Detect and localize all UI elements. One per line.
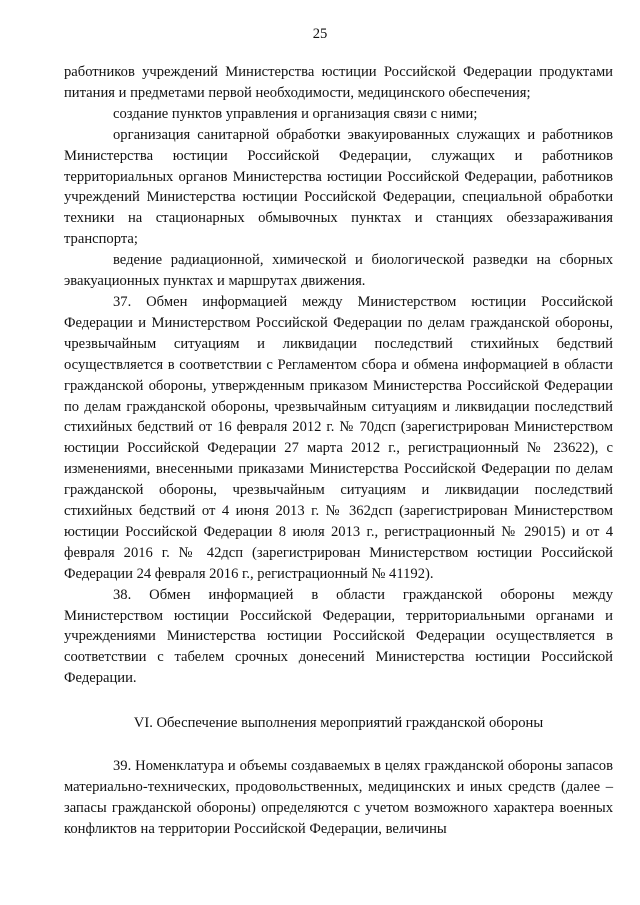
page-number: 25 — [312, 26, 328, 42]
list-item-sanitary-treatment: организация санитарной обработки эвакуированных служащих и работников Министерства юстиции Российской Федерации, служащих и работников территориальных органов Министерства юстиции Российской Федерации, работников учреждений Министерства юстиции Российской Федерации, специальной обработки техники на стационарных обмывочных пунктах и станциях обеззараживания транспорта; — [64, 126, 613, 248]
paragraph-continuation: работников учреждений Министерства юстиции Российской Федерации продуктами питания и предметами первой необходимости, медицинского обеспечения; — [64, 64, 613, 101]
section-heading: VI. Обеспечение выполнения мероприятий гражданской обороны — [133, 715, 544, 732]
document-body — [64, 62, 613, 840]
paragraph-39: 39. Номенклатура и объемы создаваемых в целях гражданской обороны запасов материально-технических, продовольственных, медицинских и иных средств (далее – запасы гражданской обороны) определяются с учетом возможного характера военных конфликтов на территории Российской Федерации, величины — [64, 758, 613, 837]
paragraph-38: 38. Обмен информацией в области гражданской обороны между Министерством юстиции Российской Федерации, территориальными органами и учреждениями Министерства юстиции Российской Федерации осуществляется в соответствии с табелем срочных донесений Министерства юстиции Российской Федерации. — [64, 586, 613, 687]
list-item-control-points: создание пунктов управления и организация связи с ними; — [113, 105, 478, 122]
paragraph-37: 37. Обмен информацией между Министерством юстиции Российской Федерации и Министерством Российской Федерации по делам гражданской обороны, чрезвычайным ситуациям и ликвидации последствий стихийных бедствий осуществляется в соответствии с Регламентом сбора и обмена информацией в области гражданской обороны, утвержденным приказом Министерства Российской Федерации по делам гражданской обороны, чрезвычайным ситуациям и ликвидации последствий стихийных бедствий от 16 февраля 2012 г. № 70дсп (зарегистрирован Министерством юстиции Российской Федерации 27 марта 2012 г., регистрационный № 23622), с изменениями, внесенными приказами Министерства Российской Федерации по делам гражданской обороны, чрезвычайным ситуациям и ликвидации последствий стихийных бедствий от 4 июня 2013 г. № 362дсп (зарегистрирован Министерством юстиции Российской Федерации 8 июля 2013 г., регистрационный № 29015) и от 4 февраля 2016 г. № 42дсп (зарегистрирован Министерством юстиции Российской Федерации 24 февраля 2016 г., регистрационный № 41192). — [64, 293, 613, 582]
list-item-reconnaissance: ведение радиационной, химической и биологической разведки на сборных эвакуационных пунктах и маршрутах движения. — [64, 252, 613, 290]
